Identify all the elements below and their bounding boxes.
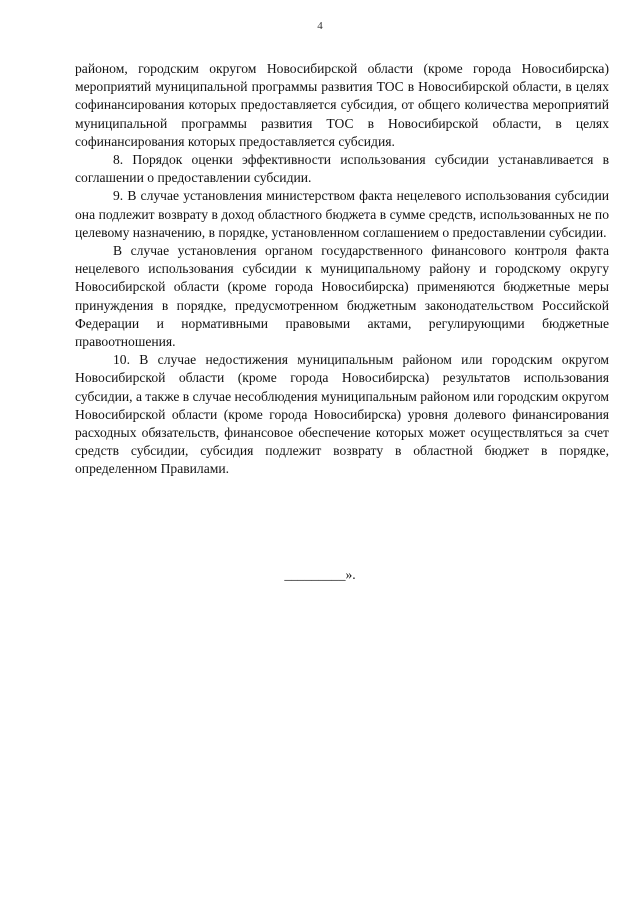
document-body [75,60,609,479]
paragraph-item-8: 8. Порядок оценки эффективности использования субсидии устанавливается в соглашении о предоставлении субсидии. [75,152,609,186]
paragraph-item-9: 9. В случае установления министерством факта нецелевого использования субсидии она подлежит возврату в доход областного бюджета в сумме средств, использованных не по целевому назначению, в порядке, установленном соглашением о предоставлении субсидии. [75,188,609,240]
paragraph-continuation: районом, городским округом Новосибирской области (кроме города Новосибирска) мероприятий муниципальной программы развития ТОС в Новосибирской области, в целях софинансирования которых предоставляется субсидия, от общего количества мероприятий муниципальной программы развития ТОС в Новосибирской области, в целях софинансирования которых предоставляется субсидия. [75,61,609,149]
page-number: 4 [317,20,323,32]
paragraph-item-10: 10. В случае недостижения муниципальным районом или городским округом Новосибирской области (кроме города Новосибирска) результатов использования субсидии, а также в случае несоблюдения муниципальным районом или городским округом Новосибирской области (кроме города Новосибирска) уровня долевого финансирования расходных обязательств, финансовое обеспечение которых может осуществляться за счет средств субсидии, субсидия подлежит возврату в областной бюджет в порядке, определенном Правилами. [75,352,609,477]
closing-mark: _________». [284,567,356,582]
paragraph-financial-control: В случае установления органом государственного финансового контроля факта нецелевого использования субсидии к муниципальному району и городскому округу Новосибирской области (кроме города Новосибирска) применяются бюджетные меры принуждения в порядке, предусмотренном бюджетным законодательством Российской Федерации и нормативными правовыми актами, регулирующими бюджетные правоотношения. [75,243,609,350]
